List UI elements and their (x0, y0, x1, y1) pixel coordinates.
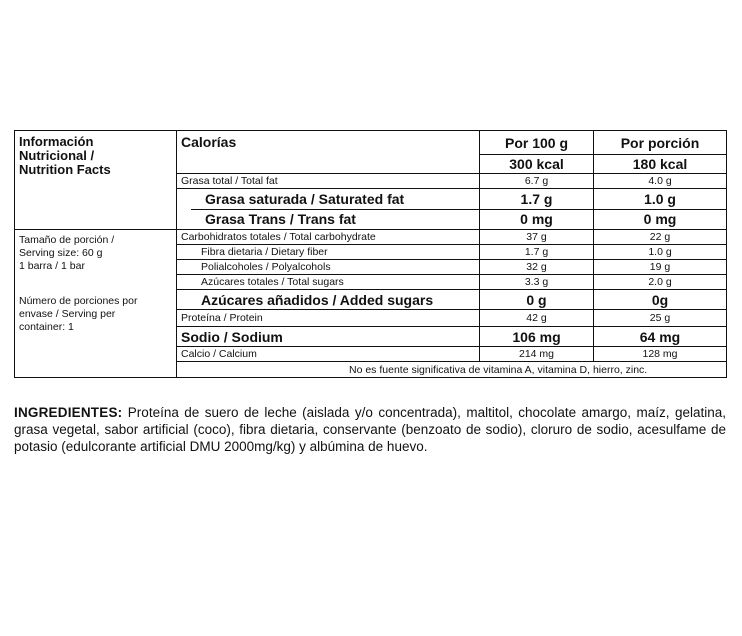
nutrient-label-group (177, 189, 480, 230)
serving-info (15, 230, 177, 378)
nutrient-label: Proteína / Protein (177, 310, 480, 327)
per100-value-group (480, 189, 594, 230)
ingredients-paragraph (14, 404, 726, 455)
per100-value: 37 g (480, 230, 594, 245)
title-line: Información (19, 134, 94, 149)
nutrient-label: Azúcares totales / Total sugars (177, 275, 480, 290)
ingredients-text: Proteína de suero de leche (aislada y/o concentrada), maltitol, chocolate amargo, maíz, gelatina, grasa vegetal, sabor artificial (coco), fibra dietaria, conservante (benzoato de sodio), cloruro de sodio, acesulfame de potasio (edulcorante artificial DMU 2000mg/kg) y albúmina de huevo. (14, 405, 726, 454)
per100-value: 1.7 g (480, 189, 593, 210)
table-row (15, 230, 727, 245)
per100-header: Por 100 g (480, 131, 594, 155)
perserving-value: 0g (594, 290, 727, 310)
per100-value: 3.3 g (480, 275, 594, 290)
per100-value: 1.7 g (480, 245, 594, 260)
nutrition-facts-table (14, 130, 727, 378)
per100-value: 0 g (480, 290, 594, 310)
perserving-value: 0 mg (643, 211, 677, 227)
perserving-header: Por porción (594, 131, 727, 155)
nutrient-label: Polialcoholes / Polyalcohols (177, 260, 480, 275)
perserving-value: 128 mg (594, 347, 727, 362)
servings-per-container-line: Número de porciones por (19, 295, 138, 307)
perserving-value: 64 mg (594, 327, 727, 347)
perserving-value: 2.0 g (594, 275, 727, 290)
nutrient-label: Fibra dietaria / Dietary fiber (177, 245, 480, 260)
nutrient-label: Calcio / Calcium (177, 347, 480, 362)
title-line: Nutricional / (19, 148, 95, 163)
calories-label: Calorías (177, 131, 480, 174)
nutrient-label: Carbohidratos totales / Total carbohydrate (177, 230, 480, 245)
nutrition-title (15, 131, 177, 230)
nutrient-label: Azúcares añadidos / Added sugars (177, 290, 480, 310)
perserving-value: 1.0 g (594, 189, 726, 210)
perserving-value: 22 g (594, 230, 727, 245)
perserving-value-group (594, 189, 727, 230)
footnote: No es fuente significativa de vitamina A, vitamina D, hierro, zinc. (177, 362, 727, 378)
perserving-value: 1.0 g (594, 245, 727, 260)
serving-size-line: 1 barra / 1 bar (19, 260, 85, 272)
perserving-value: 19 g (594, 260, 727, 275)
perserving-kcal: 180 kcal (594, 155, 727, 174)
servings-per-container-line: envase / Serving per (19, 308, 116, 320)
per100-value: 6.7 g (480, 174, 594, 189)
nutrient-label: Grasa total / Total fat (177, 174, 480, 189)
per100-kcal: 300 kcal (480, 155, 594, 174)
perserving-value: 4.0 g (594, 174, 727, 189)
nutrient-label: Grasa Trans / Trans fat (205, 211, 356, 227)
title-line: Nutrition Facts (19, 162, 111, 177)
nutrient-label: Grasa saturada / Saturated fat (191, 189, 479, 210)
per100-value: 106 mg (480, 327, 594, 347)
per100-value: 214 mg (480, 347, 594, 362)
per100-value: 42 g (480, 310, 594, 327)
nutrient-label: Sodio / Sodium (177, 327, 480, 347)
per100-value: 0 mg (520, 211, 553, 227)
per100-value: 32 g (480, 260, 594, 275)
table-header-row (15, 131, 727, 155)
servings-per-container-line: container: 1 (19, 321, 74, 333)
serving-size-line: Tamaño de porción / (19, 234, 115, 246)
ingredients-label: INGREDIENTES: (14, 405, 123, 420)
serving-size-line: Serving size: 60 g (19, 247, 103, 259)
perserving-value: 25 g (594, 310, 727, 327)
